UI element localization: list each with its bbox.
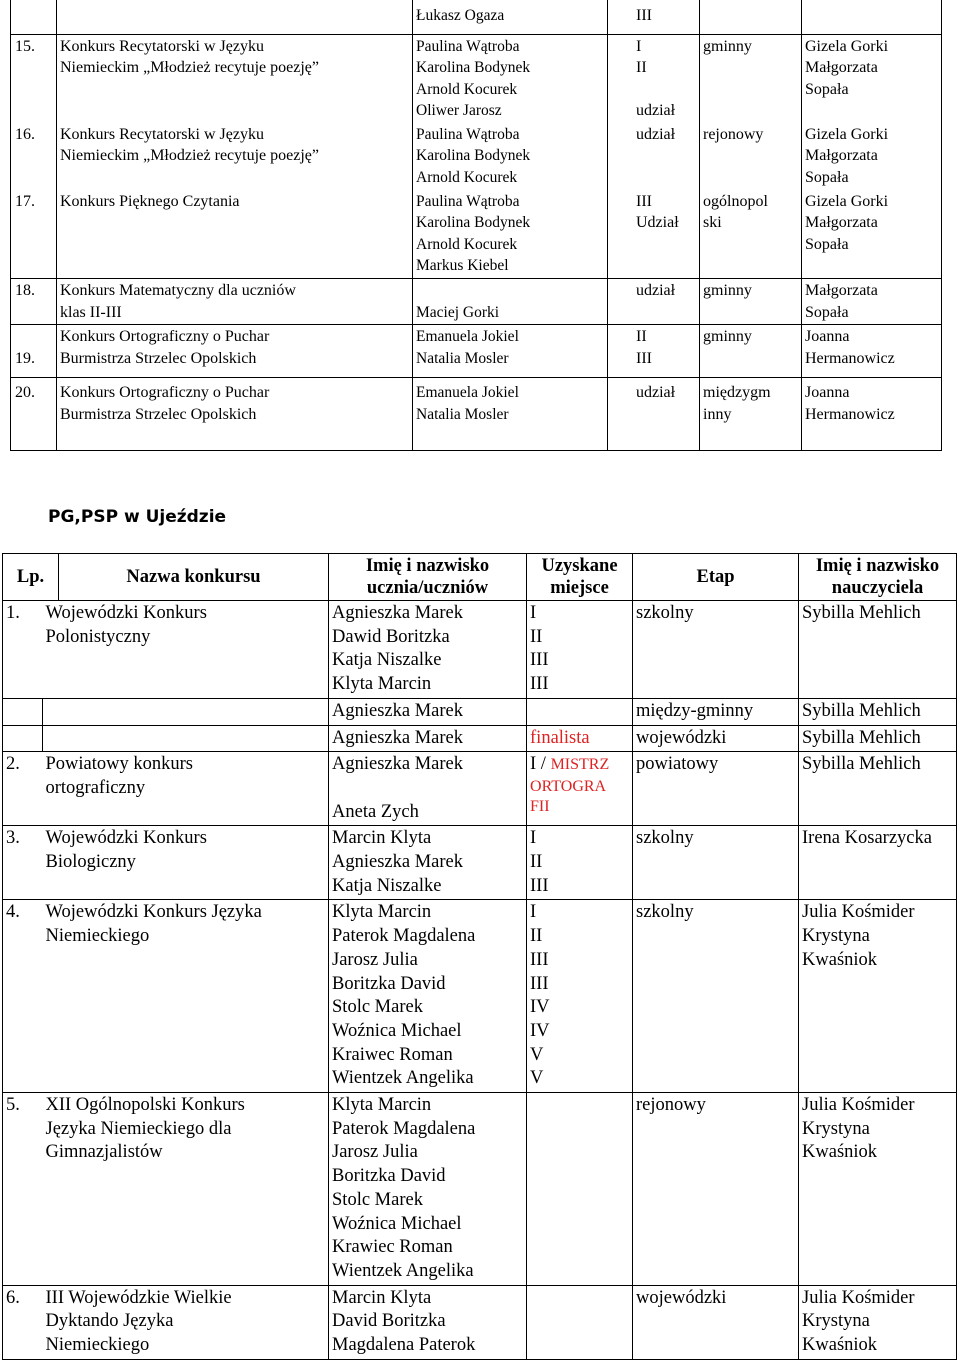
stage: gminny [700, 279, 802, 325]
header-lp: Lp. [3, 554, 59, 601]
row-number: 20. [11, 378, 57, 450]
row-number: 18. [11, 279, 57, 325]
teacher-name: Irena Kosarzycka [799, 826, 957, 900]
row-number: 16. [11, 123, 57, 190]
places: udział [608, 378, 700, 450]
stage: między-gminny [633, 698, 799, 725]
place-champion: MISTRZ ORTOGRA FII [530, 756, 610, 815]
table-row [11, 0, 942, 34]
student-names: Klyta Marcin Paterok Magdalena Jarosz Julia Boritzka David Stolc Marek Woźnica Michael Kraiwec Roman Wientzek Angelika [329, 900, 527, 1093]
student-name: Agnieszka Marek [329, 725, 527, 752]
teacher-name: Julia Kośmider Krystyna Kwaśniok [799, 1093, 957, 1286]
competition-name: Powiatowy konkurs ortograficzny [43, 752, 329, 826]
stage: międzygm inny [700, 378, 802, 450]
table-row [3, 1285, 957, 1359]
places: III Udział [608, 190, 700, 279]
table-row [11, 325, 942, 378]
table-row [11, 190, 942, 279]
table-row [3, 752, 957, 826]
student-name: Agnieszka Marek [329, 698, 527, 725]
stage: szkolny [633, 601, 799, 699]
places: I II III III IV IV V V [527, 900, 633, 1093]
teacher-name: Sybilla Mehlich [799, 601, 957, 699]
teacher-name: Sybilla Mehlich [799, 752, 957, 826]
places: I II III III [527, 601, 633, 699]
competition-name: Wojewódzki Konkurs Polonistyczny [43, 601, 329, 699]
row-number: 5. [3, 1093, 43, 1286]
teacher-name: Małgorzata Sopała [802, 279, 942, 325]
teacher-name: Gizela Gorki Małgorzata Sopała [802, 34, 942, 123]
row-number: 19. [11, 325, 57, 378]
table-row [3, 826, 957, 900]
stage: szkolny [633, 900, 799, 1093]
header-student-name: Imię i nazwisko ucznia/uczniów [329, 554, 527, 601]
table-row [11, 279, 942, 325]
header-stage: Etap [633, 554, 799, 601]
stage: ogólnopol ski [700, 190, 802, 279]
teacher-name: Gizela Gorki Małgorzata Sopała [802, 190, 942, 279]
competitions-table [2, 553, 957, 1360]
places: I II III [527, 826, 633, 900]
places: udział [608, 279, 700, 325]
competition-name: Konkurs Recytatorski w Języku Niemieckim „Młodzież recytuje poezję” [57, 34, 413, 123]
table-row [3, 601, 957, 699]
row-number: 1. [3, 601, 43, 699]
teacher-name: Joanna Hermanowicz [802, 378, 942, 450]
row-number: 2. [3, 752, 43, 826]
competition-name: Konkurs Matematyczny dla uczniów klas II-III [57, 279, 413, 325]
stage: rejonowy [633, 1093, 799, 1286]
student-names: Emanuela Jokiel Natalia Mosler [413, 325, 608, 378]
competition-name: Wojewódzki Konkurs Języka Niemieckiego [43, 900, 329, 1093]
stage: szkolny [633, 826, 799, 900]
header-place: Uzyskane miejsce [527, 554, 633, 601]
row-number: 6. [3, 1285, 43, 1359]
competition-name: Konkurs Recytatorski w Języku Niemieckim „Młodzież recytuje poezję” [57, 123, 413, 190]
student-names: Klyta Marcin Paterok Magdalena Jarosz Julia Boritzka David Stolc Marek Woźnica Michael Krawiec Roman Wientzek Angelika [329, 1093, 527, 1286]
student-names: Maciej Gorki [413, 279, 608, 325]
row-number: 15. [11, 34, 57, 123]
competition-name: Konkurs Ortograficzny o Puchar Burmistrza Strzelec Opolskich [57, 325, 413, 378]
student-names: Agnieszka Marek Aneta Zych [329, 752, 527, 826]
header-teacher-name: Imię i nazwisko nauczyciela [799, 554, 957, 601]
teacher-name: Joanna Hermanowicz [802, 325, 942, 378]
competition-name: III Wojewódzkie Wielkie Dyktando Języka Niemieckiego [43, 1285, 329, 1359]
student-names: Marcin Klyta Agnieszka Marek Katja Niszalke [329, 826, 527, 900]
table-row [11, 123, 942, 190]
teacher-name: Julia Kośmider Krystyna Kwaśniok [799, 900, 957, 1093]
table-row [3, 725, 957, 752]
place: III [608, 0, 700, 34]
student-names: Agnieszka Marek Dawid Boritzka Katja Niszalke Klyta Marcin [329, 601, 527, 699]
section-title: PG,PSP w Ujeździe [48, 507, 227, 527]
stage: gminny [700, 325, 802, 378]
table-row [3, 900, 957, 1093]
student-names: Emanuela Jokiel Natalia Mosler [413, 378, 608, 450]
competition-name: Konkurs Pięknego Czytania [57, 190, 413, 279]
header-competition-name: Nazwa konkursu [59, 554, 329, 601]
student-names: Paulina Wątroba Karolina Bodynek Arnold Kocurek Markus Kiebel [413, 190, 608, 279]
student-names: Marcin Klyta David Boritzka Magdalena Paterok [329, 1285, 527, 1359]
teacher-name: Sybilla Mehlich [799, 698, 957, 725]
previous-competitions-table [10, 0, 942, 451]
row-number: 3. [3, 826, 43, 900]
stage: gminny [700, 34, 802, 123]
table-row [3, 1093, 957, 1286]
table-row [11, 378, 942, 450]
student-names: Paulina Wątroba Karolina Bodynek Arnold Kocurek [413, 123, 608, 190]
stage: wojewódzki [633, 1285, 799, 1359]
student-names: Paulina Wątroba Karolina Bodynek Arnold Kocurek Oliwer Jarosz [413, 34, 608, 123]
teacher-name: Sybilla Mehlich [799, 725, 957, 752]
places: udział [608, 123, 700, 190]
teacher-name: Gizela Gorki Małgorzata Sopała [802, 123, 942, 190]
competition-name: Wojewódzki Konkurs Biologiczny [43, 826, 329, 900]
row-number: 17. [11, 190, 57, 279]
student-name: Łukasz Ogaza [413, 0, 608, 34]
table-row [3, 698, 957, 725]
competition-name: Konkurs Ortograficzny o Puchar Burmistrza Strzelec Opolskich [57, 378, 413, 450]
places: II III [608, 325, 700, 378]
stage: wojewódzki [633, 725, 799, 752]
places: I / MISTRZ ORTOGRA FII [527, 752, 633, 826]
places: I II udział [608, 34, 700, 123]
teacher-name: Julia Kośmider Krystyna Kwaśniok [799, 1285, 957, 1359]
place-finalist: finalista [527, 725, 633, 752]
row-number: 4. [3, 900, 43, 1093]
stage: powiatowy [633, 752, 799, 826]
stage: rejonowy [700, 123, 802, 190]
table-header-row [3, 554, 957, 601]
competition-name: XII Ogólnopolski Konkurs Języka Niemieckiego dla Gimnazjalistów [43, 1093, 329, 1286]
table-row [11, 34, 942, 123]
